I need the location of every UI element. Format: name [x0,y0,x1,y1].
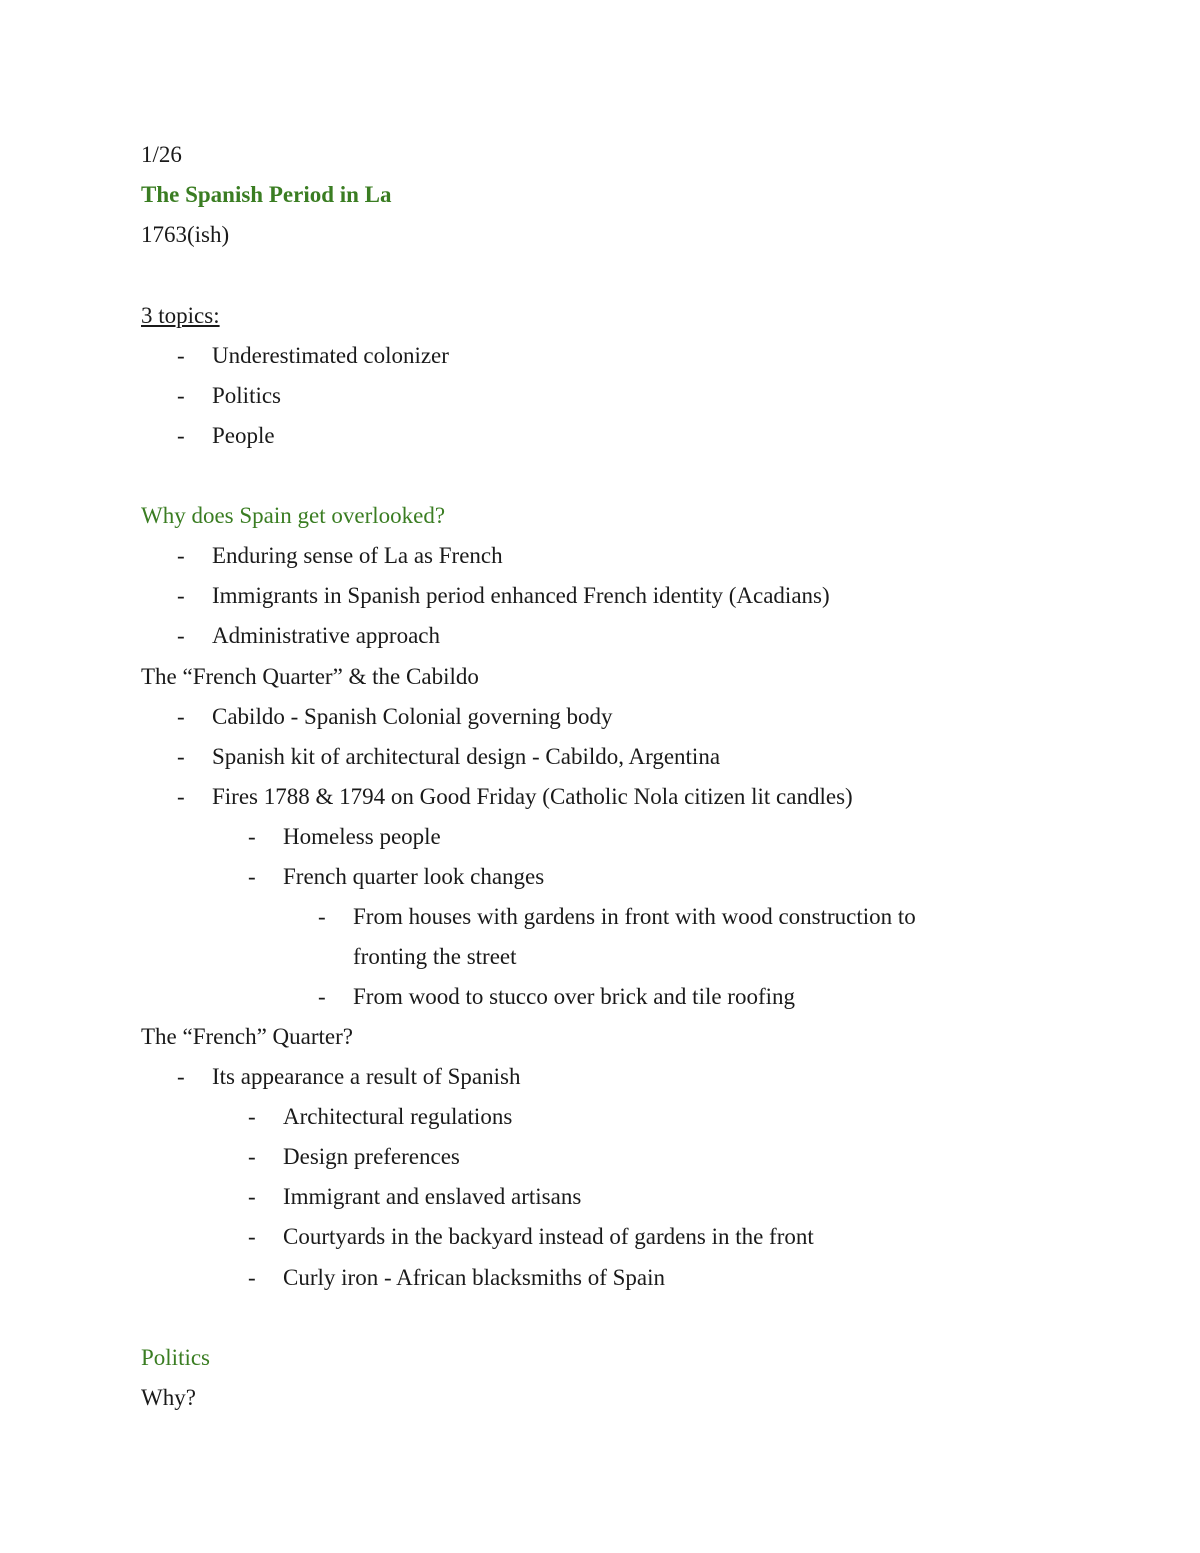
list-item: Homeless people [283,824,441,849]
era-text: 1763(ish) [141,222,230,247]
list-item: Curly iron - African blacksmiths of Spain [283,1265,665,1290]
list-item: Spanish kit of architectural design - Cabildo, Argentina [212,744,721,769]
bullet-dash: - [318,984,326,1009]
bullet-dash: - [177,583,185,608]
bullet-dash: - [177,423,185,448]
list-item: Immigrants in Spanish period enhanced French identity (Acadians) [212,583,830,608]
question-text: Why? [141,1385,196,1410]
bullet-dash: - [318,904,326,929]
bullet-dash: - [248,824,256,849]
section-heading: Politics [141,1345,211,1370]
bullet-dash: - [177,343,185,368]
page-title: The Spanish Period in La [141,182,392,207]
bullet-dash: - [177,1064,185,1089]
list-item: French quarter look changes [283,864,545,889]
bullet-dash: - [248,1224,256,1249]
topics-heading: 3 topics: [141,303,220,328]
list-item: Its appearance a result of Spanish [212,1064,521,1089]
list-item: From houses with gardens in front with wood construction to [353,904,916,929]
date: 1/26 [141,142,182,167]
bullet-dash: - [177,704,185,729]
bullet-dash: - [248,1184,256,1209]
list-item: Courtyards in the backyard instead of gardens in the front [283,1224,814,1249]
list-item: Underestimated colonizer [212,343,449,368]
list-item: Cabildo - Spanish Colonial governing body [212,704,613,729]
bullet-dash: - [177,744,185,769]
bullet-dash: - [177,383,185,408]
subsection-heading: The “French Quarter” & the Cabildo [141,664,479,689]
list-item: People [212,423,275,448]
list-item: Fires 1788 & 1794 on Good Friday (Catholic Nola citizen lit candles) [212,784,853,809]
bullet-dash: - [248,1265,256,1290]
list-item: Immigrant and enslaved artisans [283,1184,582,1209]
bullet-dash: - [248,864,256,889]
list-item: Politics [212,383,282,408]
list-item: Enduring sense of La as French [212,543,503,568]
bullet-dash: - [177,543,185,568]
list-item: Design preferences [283,1144,460,1169]
bullet-dash: - [177,784,185,809]
subsection-heading: The “French” Quarter? [141,1024,353,1049]
list-item: Administrative approach [212,623,441,648]
bullet-dash: - [248,1144,256,1169]
bullet-dash: - [248,1104,256,1129]
list-item: Architectural regulations [283,1104,513,1129]
list-item-continuation: fronting the street [353,944,517,969]
bullet-dash: - [177,623,185,648]
section-heading: Why does Spain get overlooked? [141,503,446,528]
list-item: From wood to stucco over brick and tile roofing [353,984,796,1009]
